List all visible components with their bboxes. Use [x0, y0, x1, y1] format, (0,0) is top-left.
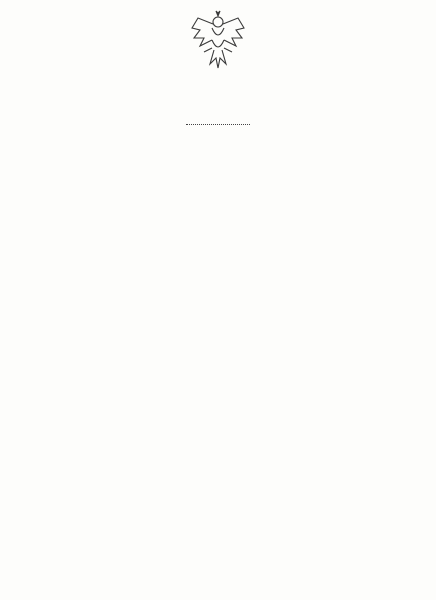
- intro-line-1: [26, 134, 414, 145]
- document-body: [26, 134, 414, 522]
- section-item: [26, 320, 414, 331]
- section-item: [26, 331, 414, 342]
- section-title: [26, 407, 414, 418]
- section-item: [26, 287, 414, 298]
- intro-line-2: [26, 145, 414, 156]
- section-item: [26, 500, 414, 511]
- section-item: [26, 194, 414, 205]
- intro-line-4: [26, 167, 414, 178]
- section-item: [26, 440, 414, 451]
- section-item: [26, 243, 414, 254]
- intro-line-3: [26, 156, 414, 167]
- section-item: [26, 478, 414, 489]
- heading-line-2: [0, 92, 436, 106]
- section-item: [26, 232, 414, 243]
- heading-divider: [186, 124, 250, 125]
- heading-line-3: [0, 106, 436, 120]
- garuda-emblem-icon: [190, 8, 246, 72]
- section-item: [26, 276, 414, 287]
- section-item: [26, 221, 414, 232]
- section-title: [26, 210, 414, 221]
- section-title: [26, 183, 414, 194]
- section-item: [26, 418, 414, 429]
- section-item: [26, 380, 414, 391]
- section-item: [26, 429, 414, 440]
- section-item: [26, 265, 414, 276]
- section-item: [26, 342, 414, 353]
- section-item: [26, 369, 414, 380]
- section-item: [26, 511, 414, 522]
- section-title: [26, 456, 414, 467]
- section-item: [26, 309, 414, 320]
- heading-line-1: [0, 78, 436, 92]
- section-item: [26, 254, 414, 265]
- section-item: [26, 467, 414, 478]
- section-item: [26, 298, 414, 309]
- document-heading: [0, 78, 436, 120]
- section-item: [26, 391, 414, 402]
- section-item: [26, 489, 414, 500]
- section-title: [26, 358, 414, 369]
